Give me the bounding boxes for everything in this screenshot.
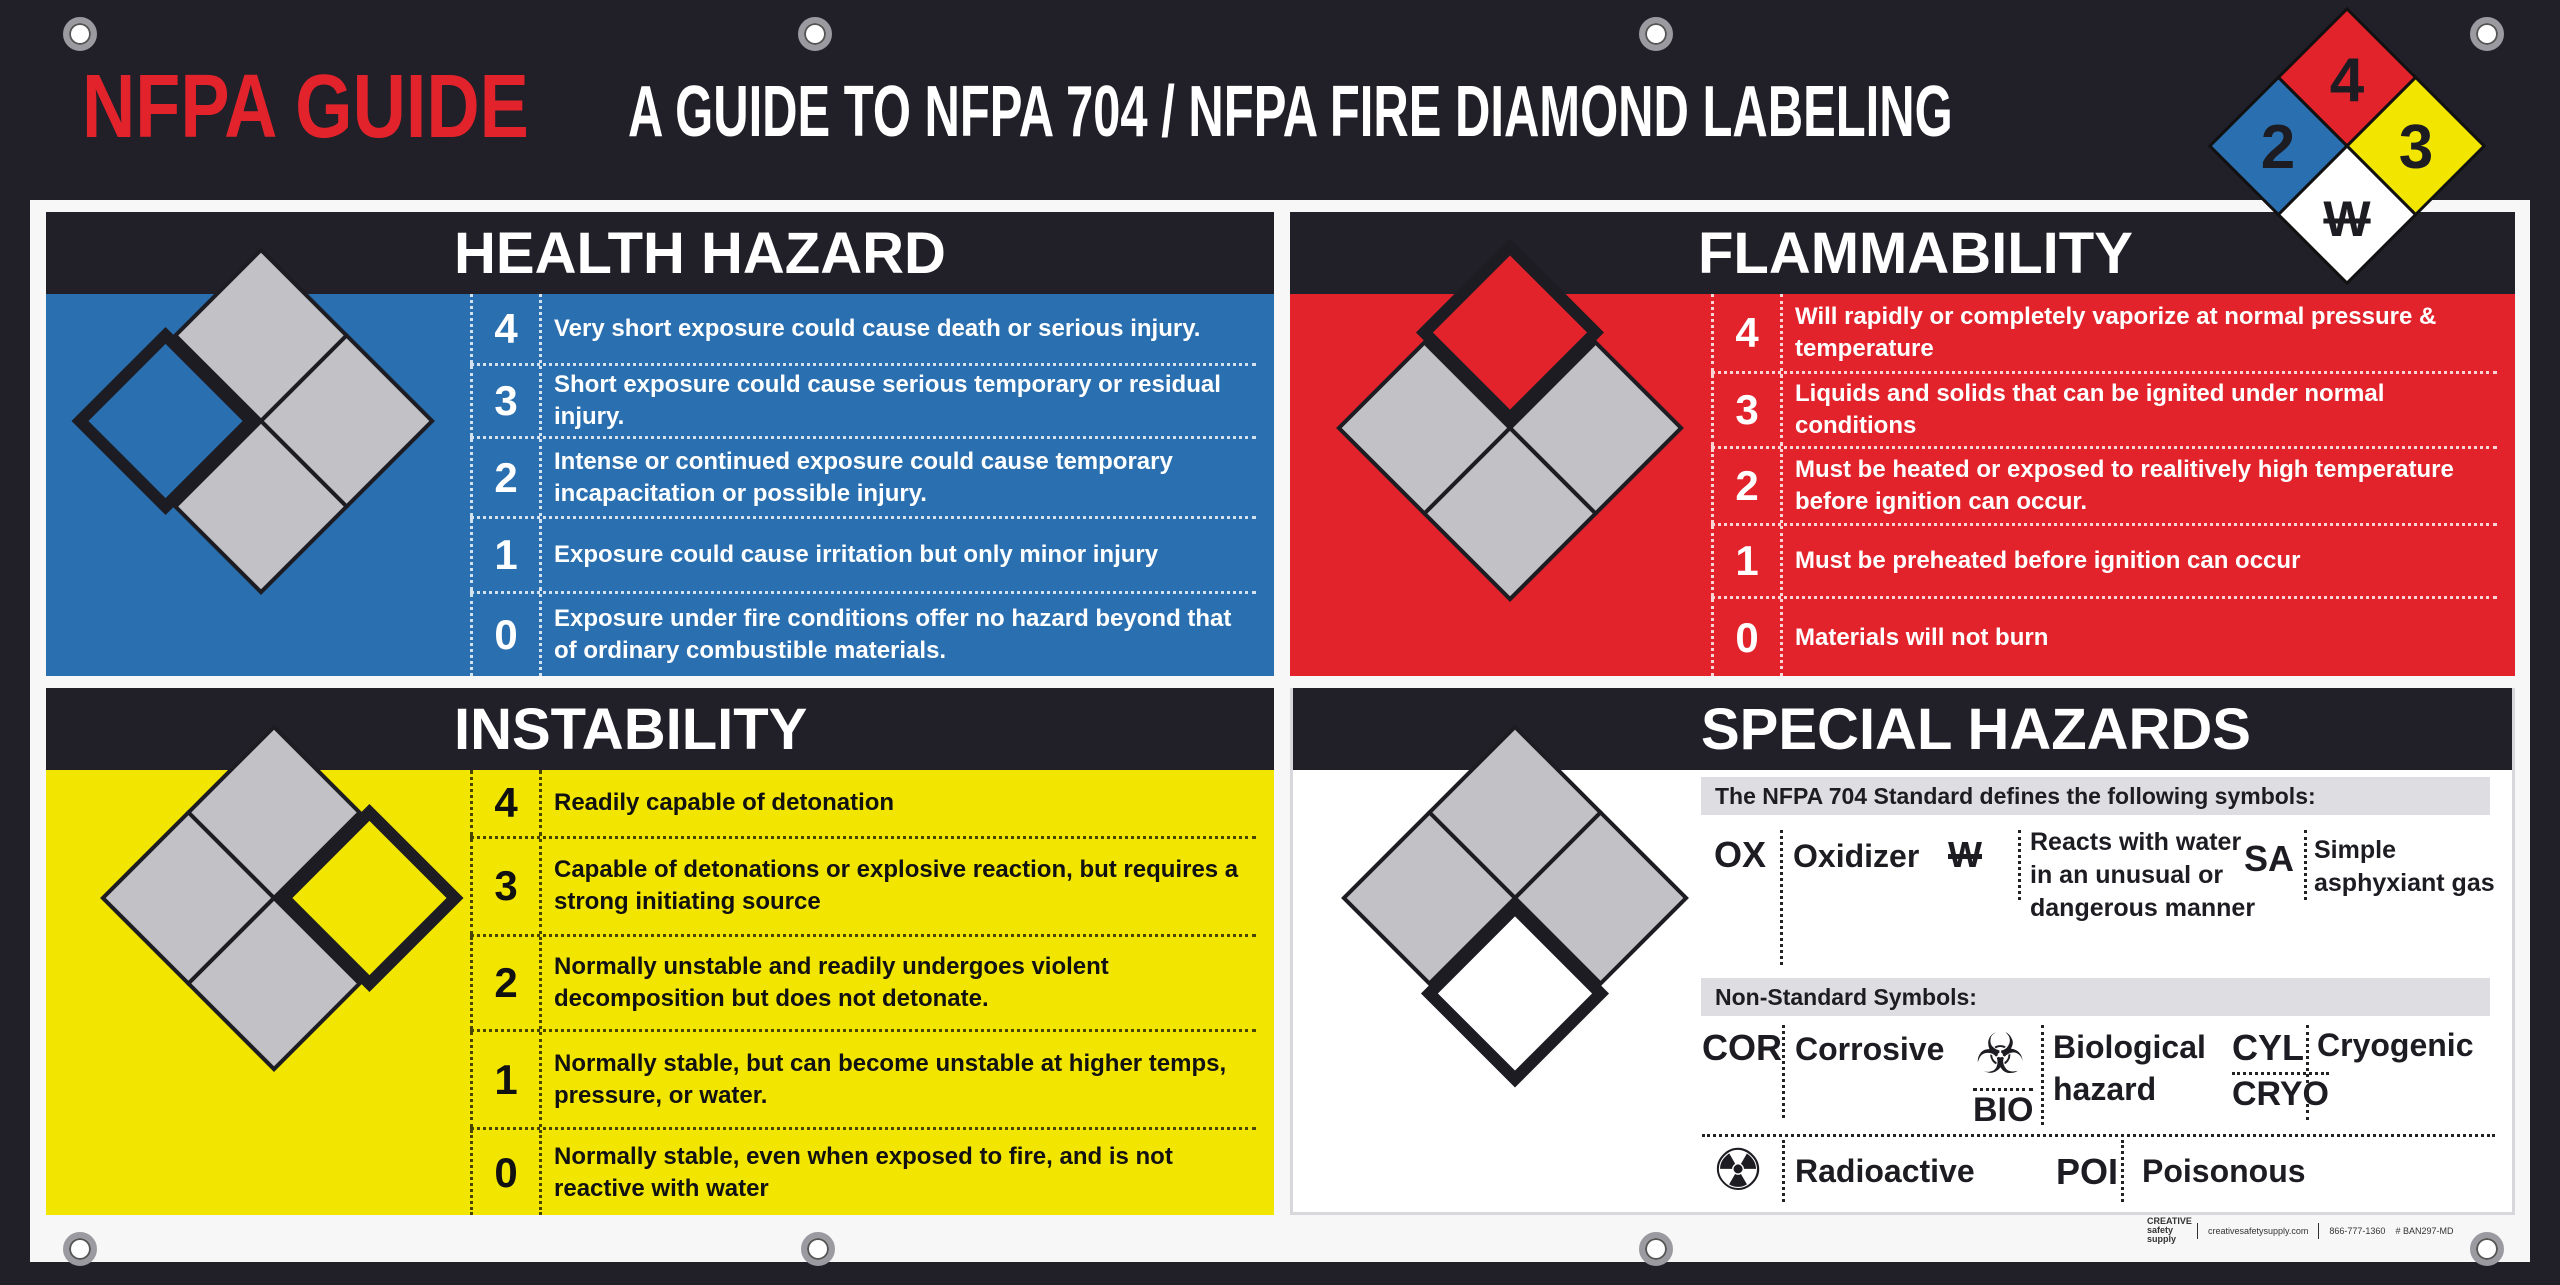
rating-number: 4	[470, 770, 542, 836]
rating-list	[470, 294, 1256, 676]
rating-description: Must be preheated before ignition can occur	[1795, 547, 2301, 574]
divider	[2018, 830, 2021, 900]
diamond-special-icon	[1305, 688, 1725, 1108]
health-hazard-panel	[46, 212, 1274, 676]
rating-description: Capable of detonations or explosive reaction, but requires a strong initiating source	[554, 856, 1239, 916]
health-rating: 2	[2260, 113, 2296, 182]
rating-row	[470, 594, 1256, 676]
grommet	[798, 17, 832, 51]
panel-title: SPECIAL HAZARDS	[1293, 688, 2512, 770]
ox-label: Oxidizer	[1793, 838, 1920, 874]
sa-code: SA	[2244, 838, 2295, 879]
rad-label: Radioactive	[1795, 1153, 1975, 1189]
water-reactive-icon: W	[1948, 834, 1982, 875]
rating-row	[470, 1130, 1256, 1215]
panel-title: HEALTH HAZARD	[46, 212, 1274, 294]
grommet	[63, 17, 97, 51]
divider	[2121, 1140, 2124, 1202]
rating-row	[470, 439, 1256, 519]
special-rating: W	[2323, 191, 2371, 247]
instability-rating: 3	[2398, 113, 2434, 182]
rating-number: 0	[470, 594, 542, 676]
diamond-health-icon	[51, 212, 471, 631]
rating-description: Exposure could cause irritation but only minor injury	[554, 541, 1159, 568]
rating-description: Very short exposure could cause death or serious injury.	[554, 314, 1201, 342]
rating-list	[1711, 294, 2497, 676]
rating-description: Normally stable, even when exposed to fire, and is not reactive with water	[554, 1142, 1173, 1202]
rating-row	[1711, 526, 2497, 599]
rating-description: Intense or continued exposure could cause temporary incapacitation or possible injury.	[554, 447, 1173, 507]
rating-number: 4	[470, 294, 542, 363]
poi-label: Poisonous	[2142, 1153, 2306, 1189]
rating-row	[470, 839, 1256, 937]
rating-description: Will rapidly or completely vaporize at normal pressure & temperature	[1795, 302, 2437, 362]
rating-row	[1711, 599, 2497, 676]
rating-number: 3	[1711, 374, 1783, 446]
rating-number: 3	[470, 366, 542, 436]
rating-number: 0	[470, 1130, 542, 1215]
rating-description: Readily capable of detonation	[554, 788, 895, 816]
rating-number: 1	[470, 1032, 542, 1127]
panel-title: INSTABILITY	[46, 688, 1274, 770]
footer	[2147, 1217, 2453, 1244]
diamond-flammability-icon	[1300, 218, 1720, 638]
cryo-code: CRYO	[2232, 1072, 2329, 1114]
rating-description: Normally unstable and readily undergoes violent decomposition but does not detonate.	[554, 953, 1109, 1013]
grommet	[1639, 17, 1673, 51]
rating-row	[1711, 449, 2497, 526]
nonstandard-heading: Non-Standard Symbols:	[1701, 978, 2490, 1016]
bio-label: Biological hazard	[2053, 1029, 2206, 1107]
rating-number: 4	[1711, 294, 1783, 371]
cor-code: COR	[1702, 1027, 1782, 1068]
rating-description: Materials will not burn	[1795, 623, 2049, 651]
rating-description: Liquids and solids that can be ignited under normal conditions	[1795, 380, 2385, 439]
panel-title: FLAMMABILITY	[1290, 212, 2515, 294]
nfpa-diamond-logo	[2205, 4, 2489, 288]
footer-sku: # BAN297-MD	[2395, 1225, 2454, 1236]
rating-description: Must be heated or exposed to realitively high temperature before ignition can occur.	[1795, 456, 2454, 515]
radioactive-icon: ☢	[1712, 1136, 1764, 1204]
poi-code: POI	[2056, 1151, 2119, 1192]
cyl-label: Cryogenic	[2317, 1027, 2474, 1063]
rating-number: 0	[1711, 599, 1783, 676]
rating-number: 2	[470, 937, 542, 1030]
divider	[2041, 1025, 2044, 1125]
rating-row	[470, 937, 1256, 1033]
grommet	[801, 1232, 835, 1266]
bio-code: BIO	[1973, 1088, 2033, 1130]
divider	[1782, 1025, 1785, 1118]
grommet	[1639, 1232, 1673, 1266]
biohazard-icon: ☣	[1975, 1022, 2026, 1087]
rating-list	[470, 770, 1256, 1215]
diamond-instability-icon	[64, 688, 484, 1108]
divider	[1782, 1140, 1785, 1202]
divider	[1780, 830, 1783, 965]
cor-label: Corrosive	[1795, 1031, 1945, 1067]
brand-title: NFPA GUIDE	[82, 57, 529, 157]
instability-panel	[46, 688, 1274, 1215]
rating-row	[470, 1032, 1256, 1130]
rating-description: Normally stable, but can become unstable at higher temps, pressure, or water.	[554, 1049, 1227, 1109]
cyl-code: CYL	[2232, 1027, 2304, 1068]
grommet	[63, 1232, 97, 1266]
rating-number: 1	[1711, 526, 1783, 596]
subtitle: A GUIDE TO NFPA 704 / NFPA FIRE DIAMOND LABELING	[628, 72, 1953, 152]
w-label: Reacts with water in an unusual or dangerous manner	[2030, 828, 2256, 922]
footer-phone: 866-777-1360	[2329, 1225, 2386, 1236]
rating-number: 2	[470, 439, 542, 516]
sa-label: Simple asphyxiant gas	[2314, 836, 2495, 897]
ox-code: OX	[1714, 834, 1767, 875]
rating-row	[470, 770, 1256, 839]
divider	[2306, 1025, 2309, 1120]
footer-brand: CREATIVE safety supply	[2147, 1216, 2192, 1244]
rating-number: 2	[1711, 449, 1783, 523]
rating-row	[1711, 374, 2497, 449]
divider	[1702, 1134, 2495, 1137]
rating-description: Short exposure could cause serious temporary or residual injury.	[554, 371, 1221, 430]
grommet	[2470, 1232, 2504, 1266]
divider	[2304, 830, 2307, 900]
rating-row	[470, 294, 1256, 366]
rating-description: Exposure under fire conditions offer no hazard beyond that of ordinary combustible materials.	[554, 605, 1232, 664]
standard-heading: The NFPA 704 Standard defines the following symbols:	[1701, 777, 2490, 815]
rating-row	[1711, 294, 2497, 374]
rating-number: 3	[470, 839, 542, 934]
footer-site: creativesafetysupply.com	[2208, 1225, 2309, 1236]
rating-row	[470, 519, 1256, 594]
rating-number: 1	[470, 519, 542, 591]
flammability-rating: 4	[2329, 46, 2365, 115]
page-title	[82, 57, 1953, 157]
rating-row	[470, 366, 1256, 439]
